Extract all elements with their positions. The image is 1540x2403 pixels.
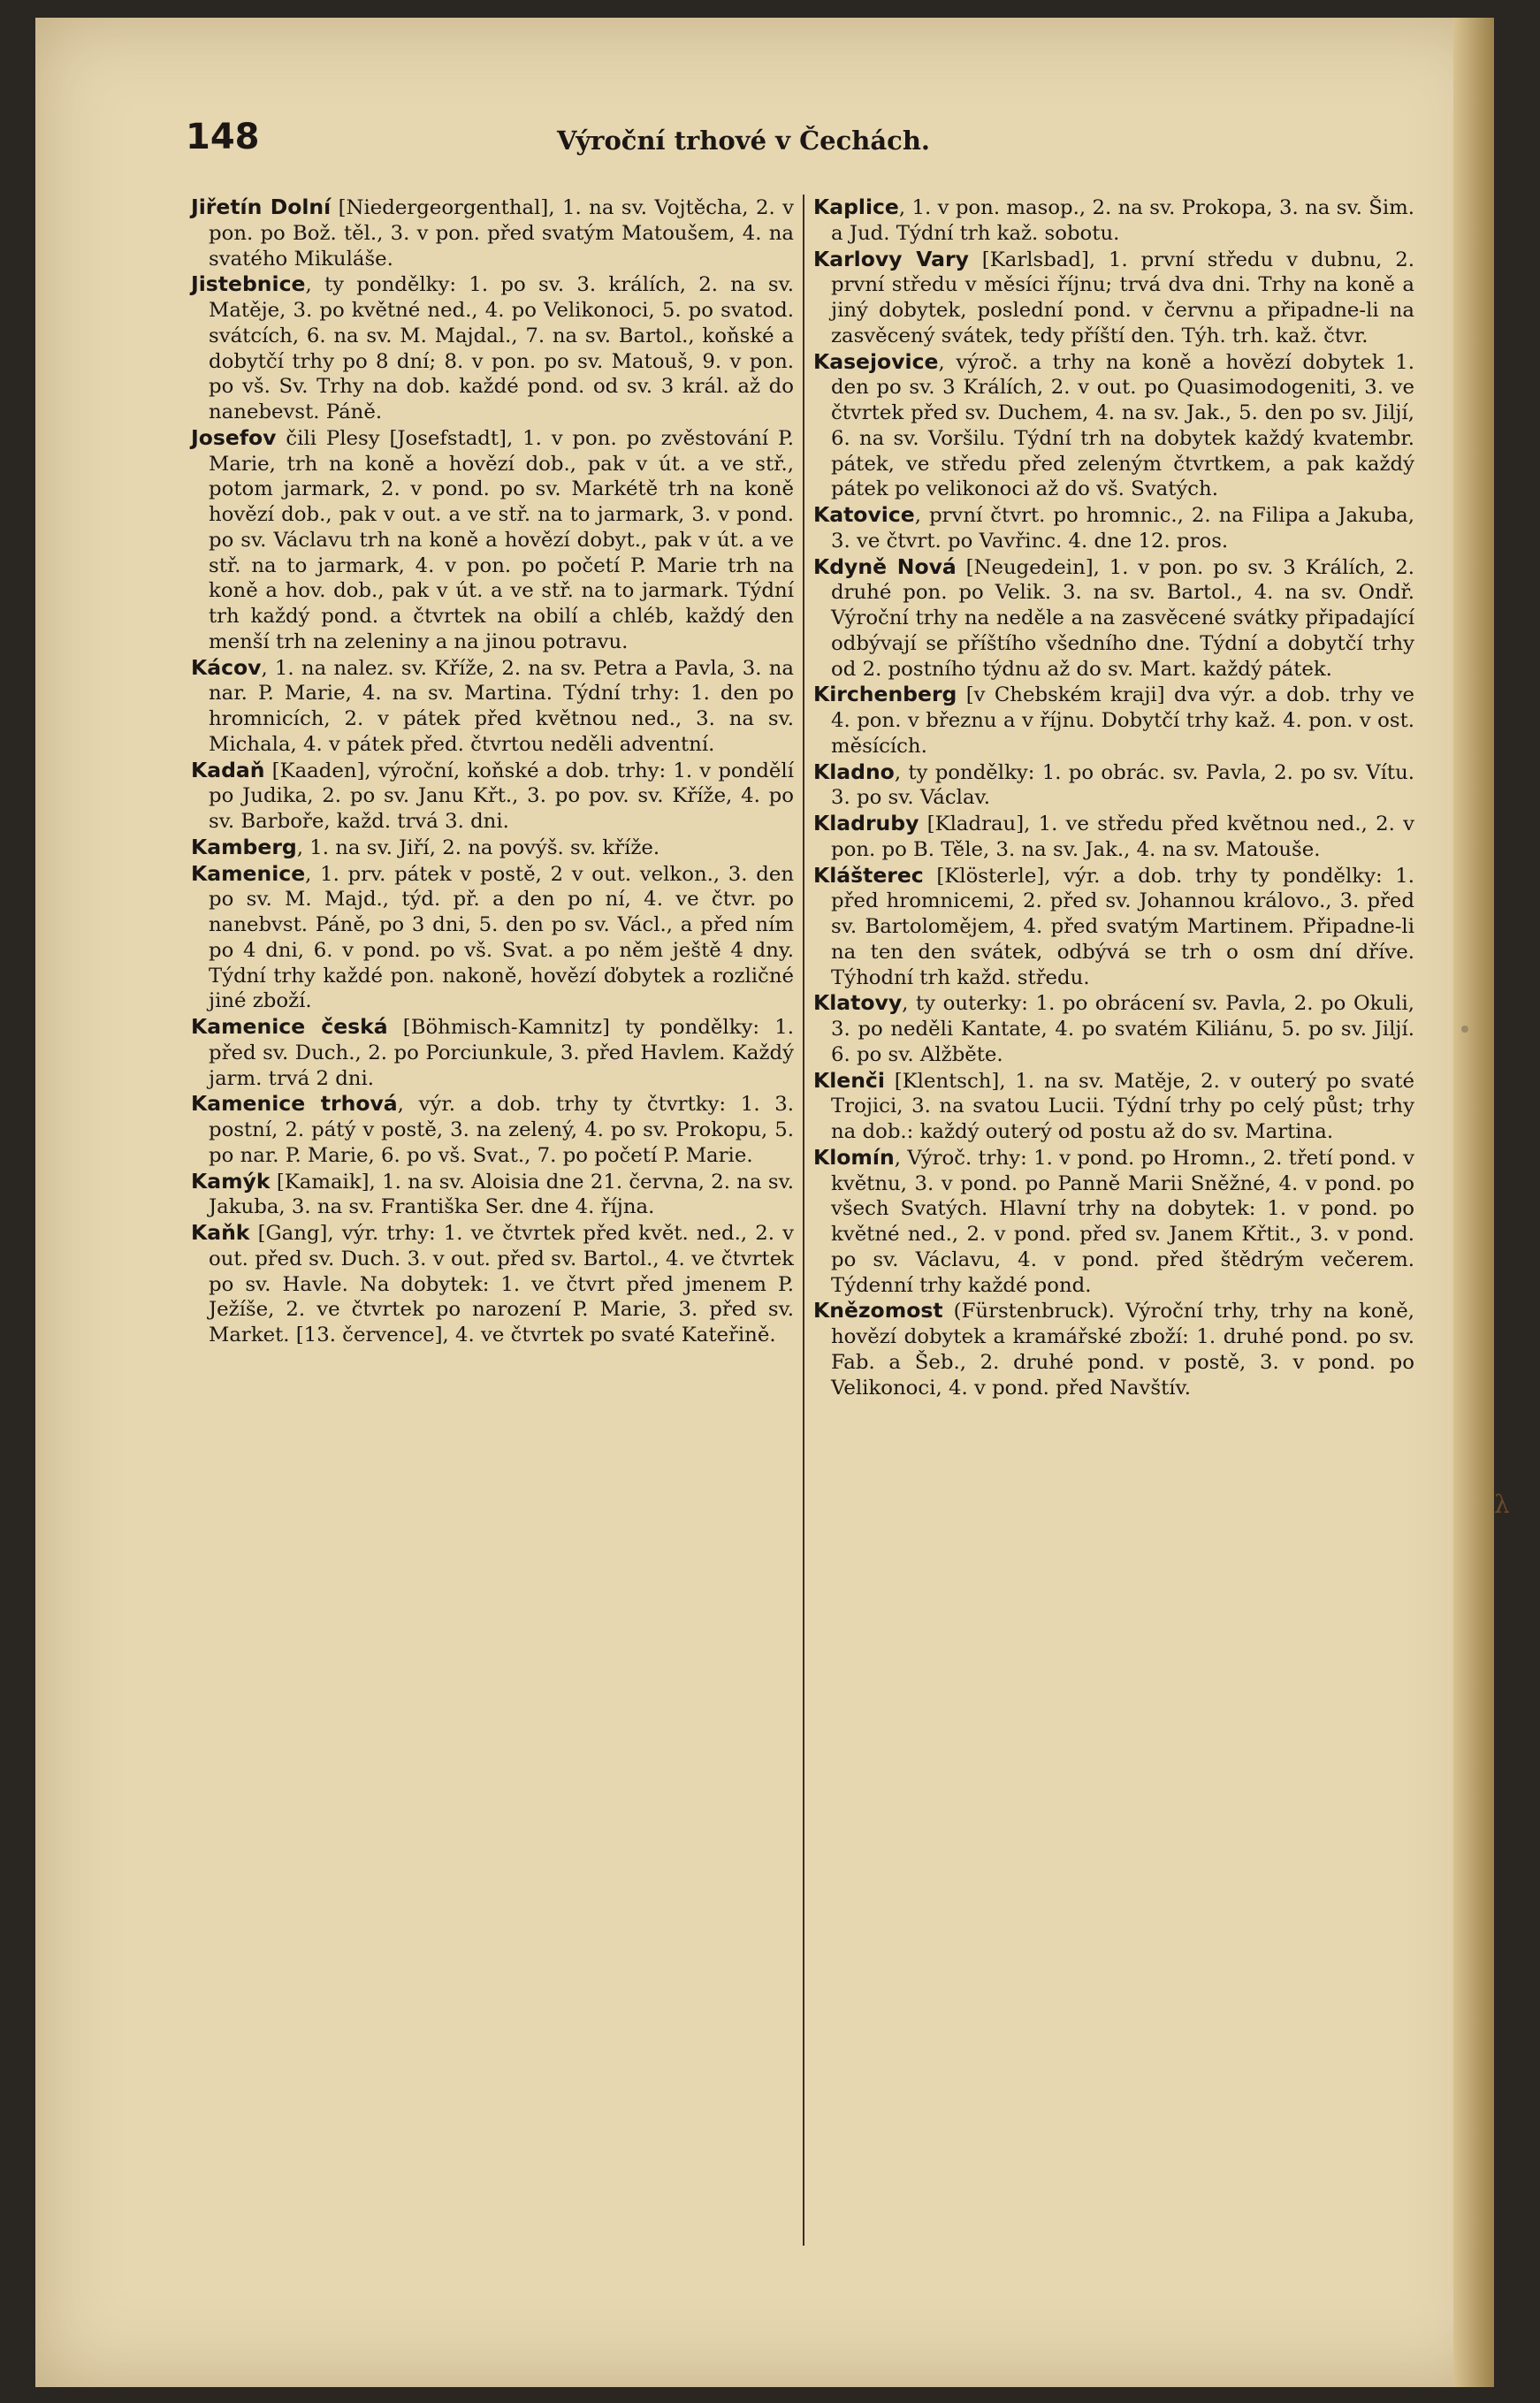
entry [813, 682, 1414, 759]
entry [191, 758, 794, 835]
entry [191, 195, 794, 271]
entry [813, 811, 1414, 863]
left-column [191, 195, 794, 1348]
entry-term: Knězomost [813, 1298, 943, 1324]
column-divider [803, 195, 804, 2246]
entry [813, 1298, 1414, 1400]
entry-term: Josefov [191, 424, 277, 450]
entry [191, 835, 794, 861]
entry-term: Klatovy [813, 990, 903, 1016]
entry-term: Kaplice [813, 195, 899, 219]
running-title: Výroční trhové v Čechách. [557, 126, 931, 156]
entry [813, 195, 1414, 247]
entry [813, 349, 1414, 503]
entry [813, 1145, 1414, 1299]
entry-term: Kamberg [191, 834, 297, 859]
entry-term: Jiřetín Dolní [191, 195, 332, 219]
entry-text: [Klösterle], výr. a dob. trhy ty pondělky: 1. před hromnicemi, 2. před sv. Johannou královo., 3. před sv. Bartolomějem, 4. před svatým Martinem. Připadne-li na ten den svátek, odbývá se trh o osm dní dříve. Týhodní trh každ. středu. [831, 864, 1414, 989]
entry [191, 1220, 794, 1348]
entry-text: [Böhmisch-Kamnitz] ty pondělky: 1. před sv. Duch., 2. po Porciunkule, 3. před Havlem. Každý jarm. trvá 2 dni. [209, 1016, 795, 1090]
entry-text: (Fürstenbruck). Výroční trhy, trhy na koně, hovězí dobytek a kramářské zboží: 1. druhé pond. po sv. Fab. a Šeb., 2. druhé pond. v postě, 3. v pond. po Velikonoci, 4. v pond. před Navštív. [831, 1300, 1414, 1400]
entry-text: [Niedergeorgenthal], 1. na sv. Vojtěcha, 2. v pon. po Bož. těl., 3. v pon. před svatým Matoušem, 4. na svatého Mikuláše. [209, 196, 794, 271]
right-column [813, 195, 1414, 1400]
entry-text: [Neugedein], 1. v pon. po sv. 3 Králích, 2. druhé pon. po Velik. 3. na sv. Bartol., 4. na sv. Ondř. Výroční trhy na neděle a na zasvěcené svátky připadající odbývají se příštího všedního dne. Týdní a dobytčí trhy od 2. postního týdnu až do sv. Mart. každý pátek. [831, 555, 1414, 681]
book-page [35, 18, 1510, 2387]
entry-term: Katovice [813, 502, 915, 527]
entry-term: Karlovy Vary [813, 246, 969, 271]
page-edge [1453, 18, 1494, 2387]
entry-term: Kladno [813, 759, 895, 784]
entry-text: , 1. na nalez. sv. Kříže, 2. na sv. Petra a Pavla, 3. na nar. P. Marie, 4. na sv. Martina. Týdní trhy: 1. den po hromnicích, 2. v pátek před květnou ned., 3. na sv. Michala, 4. v pátek před. čtvrtou neděli adventní. [209, 656, 794, 756]
entry [191, 271, 794, 425]
page-header [150, 117, 1300, 170]
entry-text: [Karlsbad], 1. první středu v dubnu, 2. první středu v měsíci říjnu; trvá dva dni. Trhy na koně a jiný dobytek, poslední pond. v červnu a připadne-li na zasvěcený svátek, tedy příští den. Týh. trh. kaž. čtvr. [831, 248, 1414, 347]
entry-term: Kirchenberg [813, 682, 957, 707]
entry-term: Kamýk [191, 1168, 271, 1194]
entry-text: čili Plesy [Josefstadt], 1. v pon. po zvěstování P. Marie, trh na koně a hovězí dob., pak v út. a ve stř., potom jarmark, 2. v pond. po sv. Markétě trh na koně hovězí dob., pak v out. a ve stř. na to jarmark, 3. v pond. po sv. Václavu trh na koně a hovězí dobyt., pak v út. a ve stř. na to jarmark, 4. v pon. po početí P. Marie trh na koně a hov. dob., pak v út. a ve stř. na to jarmark. Týdní trh každý pond. a čtvrtek na obilí a chléb, každý den menší trh na zeleniny a na jinou potravu. [209, 426, 794, 653]
entry-term: Kasejovice [813, 348, 939, 374]
entry [813, 247, 1414, 349]
entry-text: , 1. prv. pátek v postě, 2 v out. velkon., 3. den po sv. M. Majd., týd. př. a den po ní, 4. ve čtvr. po nanebvst. Páně, po 3 dni, 5. den po sv. Václ., a před ním po 4 dni, 6. v pond. po vš. Svat. a po něm ještě 4 dny. Týdní trhy každé pon. nakoně, hovězí ďobytek a rozličné jiné zboží. [209, 862, 794, 1013]
entry-text: , ty outerky: 1. po obrácení sv. Pavla, 2. po Okuli, 3. po neděli Kantate, 4. po svatém Kiliánu, 5. po sv. Jiljí. 6. po sv. Alžběte. [831, 992, 1414, 1066]
entry-term: Kladruby [813, 811, 919, 835]
entry-text: [Gang], výr. trhy: 1. ve čtvrtek před květ. ned., 2. v out. před sv. Duch. 3. v out. před sv. Bartol., 4. ve čtvrtek po sv. Havle. Na dobytek: 1. ve čtvrt před jmenem P. Ježíše, 2. ve čtvrtek po narození P. Marie, 3. před sv. Market. [13. července], 4. ve čtvrtek po svaté Kateřině. [209, 1222, 794, 1346]
entry [813, 554, 1414, 683]
page-number: 148 [186, 117, 260, 157]
entry-text: , 1. na sv. Jiří, 2. na povýš. sv. kříže. [296, 835, 660, 859]
entry [813, 990, 1414, 1067]
entry-text: [Kladrau], 1. ve středu před květnou ned., 2. v pon. po B. Těle, 3. na sv. Jak., 4. na sv. Matouše. [831, 812, 1414, 861]
entry [813, 502, 1414, 554]
entry-term: Kamenice trhová [191, 1091, 398, 1117]
entry-term: Kamenice česká [191, 1014, 388, 1039]
entry [191, 425, 794, 655]
entry-text: , první čtvrt. po hromnic., 2. na Filipa a Jakuba, 3. ve čtvrt. po Vavřinc. 4. dne 12. pros. [831, 504, 1414, 553]
entry-term: Kadaň [191, 757, 265, 782]
entry [813, 1068, 1414, 1145]
entry-text: [Kaaden], výroční, koňské a dob. trhy: 1. v pondělí po Judika, 2. po sv. Janu Křt., 3. po pov. sv. Kříže, 4. po sv. Barboře, každ. trvá 3. dni. [209, 759, 794, 833]
entry-text: [v Chebském kraji] dva výr. a dob. trhy ve 4. pon. v březnu a v říjnu. Dobytčí trhy kaž. 4. pon. v ost. měsících. [831, 683, 1414, 758]
entry [813, 759, 1414, 812]
entry [191, 655, 794, 758]
entry [191, 1169, 794, 1221]
entry-term: Klomín [813, 1144, 895, 1170]
entry-text: [Klentsch], 1. na sv. Matěje, 2. v outerý po svaté Trojici, 3. na svatou Lucii. Týdní trhy po celý půst; trhy na dob.: každý outerý od postu až do sv. Martina. [831, 1069, 1414, 1143]
entry-text: , 1. v pon. masop., 2. na sv. Prokopa, 3. na sv. Šim. a Jud. Týdní trh kaž. sobotu. [831, 196, 1414, 245]
entry-term: Kdyně Nová [813, 553, 957, 579]
entry-term: Kácov [191, 654, 262, 680]
entry [191, 1014, 794, 1091]
entry-text: [Kamaik], 1. na sv. Aloisia dne 21. června, 2. na sv. Jakuba, 3. na sv. Františka Ser. dne 4. října. [209, 1170, 794, 1219]
entry-term: Klášterec [813, 862, 924, 888]
entry [191, 1091, 794, 1168]
margin-mark: λ [1494, 1490, 1510, 1519]
entry-text: , Výroč. trhy: 1. v pond. po Hromn., 2. třetí pond. v květnu, 3. v pond. po Panně Marii Sněžné, 4. v pond. po všech Svatých. Hlavní trhy na dobytek: 1. v pond. po květné ned., 2. v pond. před sv. Janem Křtit., 3. v pond. po sv. Václavu, 4. v pond. před štědrým večerem. Týdenní trhy každé pond. [831, 1146, 1414, 1297]
entry-text: , ty pondělky: 1. po sv. 3. králích, 2. na sv. Matěje, 3. po květné ned., 4. po Velikonoci, 5. po svatod. svátcích, 6. na sv. M. Majdal., 7. na sv. Bartol., koňské a dobytčí trhy po 8 dní; 8. v pon. po sv. Matouš, 9. v pon. po vš. Sv. Trhy na dob. každé pond. od sv. 3 král. až do nanebevst. Páně. [209, 273, 794, 423]
entry-text: , ty pondělky: 1. po obrác. sv. Pavla, 2. po sv. Vítu. 3. po sv. Václav. [831, 760, 1414, 810]
entry-term: Klenči [813, 1067, 885, 1093]
entry-text: , výroč. a trhy na koně a hovězí dobytek 1. den po sv. 3 Králích, 2. v out. po Quasimodogeniti, 3. ve čtvrtek před sv. Duchem, 4. na sv. Jak., 5. den po sv. Jiljí, 6. na sv. Voršilu. Týdní trh na dobytek každý kvatembr. pátek, ve středu před zeleným čtvrtkem, a pak každý pátek po velikonoci až do vš. Svatých. [831, 350, 1414, 501]
entry-term: Kamenice [191, 860, 306, 886]
ink-spot [1461, 1026, 1468, 1033]
entry-term: Kaňk [191, 1220, 250, 1245]
entry [813, 863, 1414, 991]
entry-text: , výr. a dob. trhy ty čtvrtky: 1. 3. postní, 2. pátý v postě, 3. na zelený, 4. po sv. Prokopu, 5. po nar. P. Marie, 6. po vš. Svat., 7. po početí P. Marie. [209, 1093, 795, 1167]
entry [191, 861, 794, 1015]
entry-term: Jistebnice [191, 271, 306, 297]
